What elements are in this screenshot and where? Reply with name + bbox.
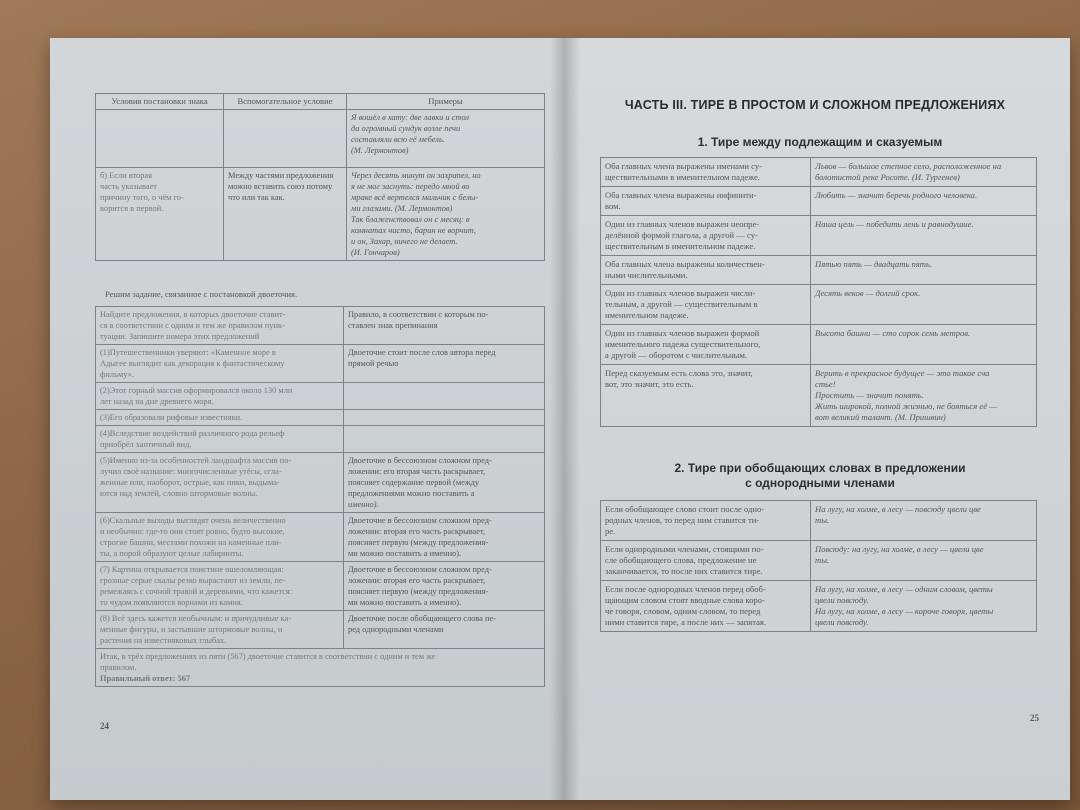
example-line: (М. Лермонтов) [351,146,409,155]
summary-line: Итак, в трёх предложениях из пяти (567) двоеточие ставится в соответствии с одним и тем же [100,652,436,661]
rule-line: Если однородными членами, стоящими по- [605,544,764,554]
sentence-line: грозные серые скалы резко вырастают из земли, пе- [100,576,286,585]
sentence-line: (2)Этот горный массив оформировался около 130 млн [100,386,293,395]
sentence-line: ремежаясь с сочной травой и деревьями, что кажется: [100,587,292,596]
sentence-cell [96,611,344,649]
sentence-line: (1)Путешественники уверяют: «Каменное море в [100,348,276,357]
sentence-cell [96,513,344,562]
rule-line: Один из главных членов выражен числи- [605,288,756,298]
sentence-line: (3)Его образовали рифовые известняки. [100,413,243,422]
rule-cell [601,501,811,541]
table-row [601,216,1037,256]
header-line: туации. Запишите номера этих предложений [100,332,260,341]
sentence-cell [96,426,344,453]
rule-cell [601,365,811,427]
open-workbook [50,38,1070,800]
example-line: Жить широкой, полной жизнью, не бояться её — [815,401,997,411]
table-row [96,383,545,410]
left-page [50,38,565,800]
example-line: ты. [815,515,830,525]
section1-title: 1. Тире между подлежащим и сказуемым [697,135,943,149]
example-line: На лугу, на холме, в лесу — короче говоря, цветы [815,606,994,616]
rule-cell [601,285,811,325]
rule-line: Если после однородных членов перед обоб- [605,584,766,594]
rule-line: ми можно поставить а именно). [348,549,462,558]
rule-line: предложениями можно поставить а [348,489,475,498]
example-line: На лугу, на холме, в лесу — одним словом, цветы [815,584,993,594]
example-cell [811,158,1037,187]
sentence-line: лет назад на дне древнего моря. [100,397,214,406]
table-row [96,562,545,611]
summary-cell [96,649,545,687]
sentence-line: растения на известняковых глыбах. [100,636,227,645]
example-line: На лугу, на холме, в лесу — повсюду цвели цве [815,504,981,514]
condition-line: ворится в первой. [100,204,164,213]
example-line: Через десять минут он захрапел, но [351,171,481,180]
task-header-right [344,307,545,345]
example-line: вот великий талант. (М. Пришвин) [815,412,946,422]
sentence-line: то чудом появляются ворнами из камня. [100,598,243,607]
table-row [601,285,1037,325]
example-line: цвели повсюду. [815,595,869,605]
table-row [601,365,1037,427]
right-page [565,38,1070,800]
rule-line: Двоеточие после обобщающего слова пе- [348,614,496,623]
header-line: ся в соответствии с одним и тем же правилом пунк- [100,321,285,330]
sentence-cell [96,383,344,410]
sentence-cell [96,562,344,611]
example-line: я не мог заснуть: передо мной во [351,182,470,191]
rule-cell [344,562,545,611]
cell-auxiliary [224,168,347,261]
sentence-line: (8) Всё здесь кажется необычным: и причудливые ка- [100,614,292,623]
example-line: Наша цель — победить лень и равнодушие. [815,219,974,229]
example-line: Любить — значит беречь родного человека. [815,190,978,200]
rule-line: ложении: вторая его часть раскрывает, [348,576,486,585]
task-intro: Решим задание, связанное с постановкой двоеточия. [105,289,298,299]
rule-line: родных членов, то перед ним ставится ти- [605,515,760,525]
example-cell [811,581,1037,632]
sentence-line: (6)Скальные выходы выглядят очень величественно [100,516,286,525]
task-header-left [96,307,344,345]
sentence-line: лучил своё название: многочисленные утёсы, сгла- [100,467,282,476]
example-cell [811,541,1037,581]
cell-condition [96,110,224,168]
example-line: Десять веков — долгий срок. [815,288,921,298]
rule-line: ложении: его вторая часть раскрывает, [348,467,486,476]
rule-line: ществительным в именительном падеже. [605,241,756,251]
auxiliary-line: можно вставить союз потому [228,182,333,191]
dash-subject-predicate-table [600,157,1037,427]
rule-line: именно). [348,500,379,509]
table-row [601,325,1037,365]
example-line: болотистой реке Росоте. (И. Тургенев) [815,172,960,182]
col-header-examples: Примеры [347,94,545,110]
condition-line: б) Если вторая [100,171,152,180]
section2-title-line: с однородными членами [745,476,895,490]
book-spine-gutter [550,38,580,800]
sentence-line: (5)Именно из-за особенностей ландшафта массив по- [100,456,292,465]
section2-title [605,461,1035,491]
rule-line: поясняет первую (между предложения- [348,587,489,596]
table-row [601,581,1037,632]
rule-line: а другой — оборотом с числительным. [605,350,748,360]
rule-cell [344,453,545,513]
auxiliary-line: что или так как. [228,193,285,202]
rule-line: ред однородными членами [348,625,444,634]
sentence-cell [96,345,344,383]
rule-cell [344,513,545,562]
example-cell [811,501,1037,541]
col-header-conditions: Условия постановки знака [96,94,224,110]
example-line: Верить в прекрасное будущее — это такое сча [815,368,990,378]
rule-cell [601,581,811,632]
sentence-line: Адыгее выглядит как декорация к фантастическому [100,359,285,368]
cell-example [347,110,545,168]
summary-line: правилом. [100,663,137,672]
table-row [601,158,1037,187]
rule-cell [601,325,811,365]
rule-line: Один из главных членов выражен формой [605,328,760,338]
example-line: Так блаженствовал он с месяц: в [351,215,470,224]
rule-line: Перед сказуемым есть слова это, значит, [605,368,753,378]
cell-condition [96,168,224,261]
example-line: (И. Гончаров) [351,248,400,257]
table-row [96,168,545,261]
rule-line: ными числительными. [605,270,688,280]
table-row [601,256,1037,285]
sentence-cell [96,453,344,513]
auxiliary-line: Между частями предложения [228,171,334,180]
example-line: мраке всё вертелся мальчик с белы- [351,193,479,202]
sentence-line: ты, а порой образуют целые лабиринты. [100,549,244,558]
rule-line: ществительными в именительном падеже. [605,172,760,182]
rule-cell [601,541,811,581]
example-line: ты. [815,555,830,565]
example-cell [811,285,1037,325]
header-line: ставлен знак препинания [348,321,438,330]
col-header-auxiliary: Вспомогательное условие [224,94,347,110]
rule-cell [601,256,811,285]
rule-line: Если обобщающее слово стоит после одно- [605,504,765,514]
table-row [96,410,545,426]
sentence-line: и необычно: где-то они стоят ровно, будто высокие, [100,527,285,536]
example-line: Высота башни — сто сорок семь метров. [815,328,971,338]
example-cell [811,187,1037,216]
rule-line: вот, это значит, это есть. [605,379,694,389]
rule-cell [344,611,545,649]
rule-line: вом. [605,201,621,211]
example-line: Повсюду: на лугу, на холме, в лесу — цвели цве [815,544,984,554]
task-table [95,306,545,687]
rule-line: поясняет первую (между предложения- [348,538,489,547]
table-row [96,345,545,383]
page-number: 24 [100,721,109,731]
rule-cell [601,158,811,187]
rule-line: делённой формой глагола, а другой — су- [605,230,758,240]
sentence-line: (7) Картина открывается поистине ошеломляющая: [100,565,284,574]
dash-generalizing-words-table [600,500,1037,632]
rule-line: ре. [605,526,616,536]
condition-line: причину того, о чём го- [100,193,184,202]
rule-line: Двоеточие в бессоюзном сложном пред- [348,516,492,525]
example-line: Львов — большое степное село, расположенное на [815,161,1002,171]
table-row [96,110,545,168]
rule-line: поясняет содержание первой (между [348,478,480,487]
example-line: Я вошёл в хату: две лавки и стол [351,113,470,122]
rule-line: Оба главных члена выражены количествен- [605,259,765,269]
cell-example [347,168,545,261]
rule-line: Один из главных членов выражен неопре- [605,219,760,229]
sentence-line: (4)Вследствие воздействий различного рода рельеф [100,429,285,438]
rule-line: ми можно поставить а именно). [348,598,462,607]
example-line: да огромный сундук возле печи [351,124,461,133]
example-cell [811,216,1037,256]
example-cell [811,256,1037,285]
table-row [96,453,545,513]
page-number: 25 [1030,713,1039,723]
header-line: Найдите предложения, в которых двоеточие ставит- [100,310,286,319]
example-line: Простить — значит понять. [815,390,924,400]
sentence-cell [96,410,344,426]
rule-line: Двоеточие в бессоюзном сложном пред- [348,565,492,574]
sentence-line: строгие башни, местами похожи на каменные пли- [100,538,282,547]
rule-cell [344,383,545,410]
table-row [96,611,545,649]
rule-line: Оба главных члена выражены именами су- [605,161,763,171]
conditions-table [95,93,545,261]
rule-line: Оба главных члена выражены инфинити- [605,190,757,200]
example-line: стье! [815,379,836,389]
rule-line: прямой речью [348,359,399,368]
condition-line: часть указывает [100,182,157,191]
rule-cell [601,187,811,216]
example-line: ми глазами. (М. Лермонтов) [351,204,453,213]
task-header-row [96,307,545,345]
sentence-line: фильму». [100,370,134,379]
header-line: Правило, в соответствии с которым по- [348,310,489,319]
example-cell [811,365,1037,427]
example-line: Пятью пять — двадцать пять. [815,259,933,269]
rule-line: щающим словом стоят вводные слова коро- [605,595,765,605]
rule-cell [344,410,545,426]
answer-line: Правильный ответ: 567 [100,674,191,683]
table-row [96,513,545,562]
rule-line: Двоеточие стоит после слов автора перед [348,348,496,357]
example-line: комнатах чисто, барин не ворчит, [351,226,476,235]
sentence-line: женные или, наоборот, острые, как пики, выдыма- [100,478,280,487]
summary-row [96,649,545,687]
table-row [601,187,1037,216]
example-cell [811,325,1037,365]
cell-auxiliary [224,110,347,168]
part-title: ЧАСТЬ III. ТИРЕ В ПРОСТОМ И СЛОЖНОМ ПРЕДЛОЖЕНИЯХ [624,98,1006,112]
rule-line: ложении: вторая его часть раскрывает, [348,527,486,536]
sentence-line: менные фигуры, и застывшие штормовые волны, и [100,625,283,634]
rule-line: че говоря, словом, одним словом, то перед [605,606,761,616]
rule-line: именительном падеже. [605,310,689,320]
sentence-line: ются над землёй, словно штормовые волны. [100,489,258,498]
rule-line: заканчивается, то после них ставится тире. [605,566,763,576]
table-row [96,426,545,453]
rule-cell [601,216,811,256]
rule-cell [344,426,545,453]
table-row [601,501,1037,541]
rule-line: именительного падежа существительного, [605,339,761,349]
rule-line: Двоеточие в бессоюзном сложном пред- [348,456,492,465]
rule-line: ними ставится тире, а после них — запятая. [605,617,767,627]
rule-line: тельным, а другой — существительным в [605,299,758,309]
rule-line: сле обобщающего слова, предложение не [605,555,757,565]
section2-title-line: 2. Тире при обобщающих словах в предложении [674,461,966,475]
rule-cell [344,345,545,383]
table-row [601,541,1037,581]
example-line: составляли всю её мебель. [351,135,445,144]
example-line: и он, Захар, ничего не делает. [351,237,458,246]
example-line: цвели повсюду. [815,617,869,627]
sentence-line: приобрёл хаотичный вид. [100,440,192,449]
